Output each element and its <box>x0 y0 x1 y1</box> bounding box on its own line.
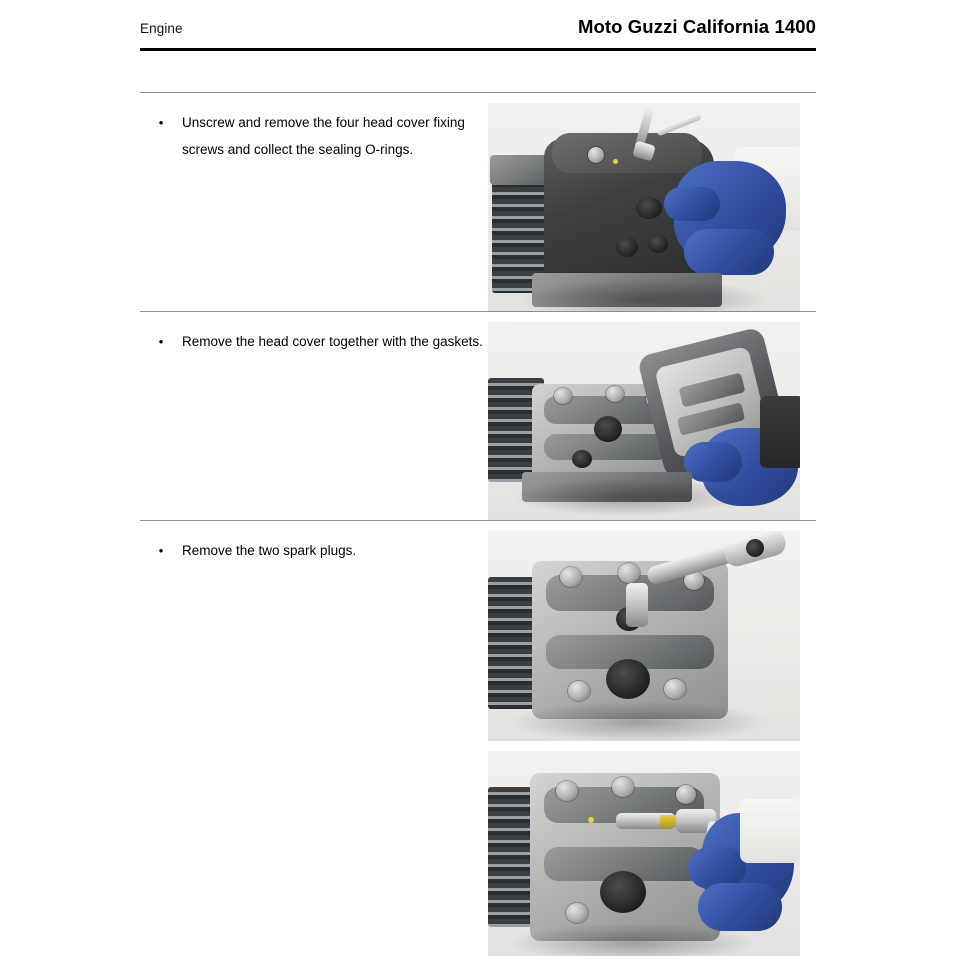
step-photo <box>488 531 800 741</box>
step-text-column <box>140 531 488 564</box>
procedure-step <box>140 92 816 311</box>
step-text-column <box>140 103 488 163</box>
page-title: Moto Guzzi California 1400 <box>578 16 816 37</box>
step-text-column <box>140 322 488 355</box>
step-figure-column <box>488 103 816 311</box>
step-figure-column <box>488 531 816 956</box>
procedure-steps <box>140 92 816 956</box>
step-photo <box>488 751 800 956</box>
step-instruction-text: Remove the two spark plugs. <box>182 543 357 558</box>
procedure-step <box>140 520 816 956</box>
header-divider <box>140 48 816 51</box>
step-figure-column <box>488 322 816 520</box>
bullet-marker: • <box>158 334 164 349</box>
bullet-marker: • <box>158 543 164 558</box>
bullet-marker: • <box>158 115 164 130</box>
step-instruction-text: Remove the head cover together with the gaskets. <box>182 334 483 349</box>
step-photo <box>488 103 800 311</box>
procedure-step <box>140 311 816 520</box>
step-photo <box>488 322 800 520</box>
step-instruction-text: Unscrew and remove the four head cover fixing screws and collect the sealing O-rings. <box>182 115 465 157</box>
page-header <box>140 16 816 38</box>
header-section-label: Engine <box>140 21 183 36</box>
